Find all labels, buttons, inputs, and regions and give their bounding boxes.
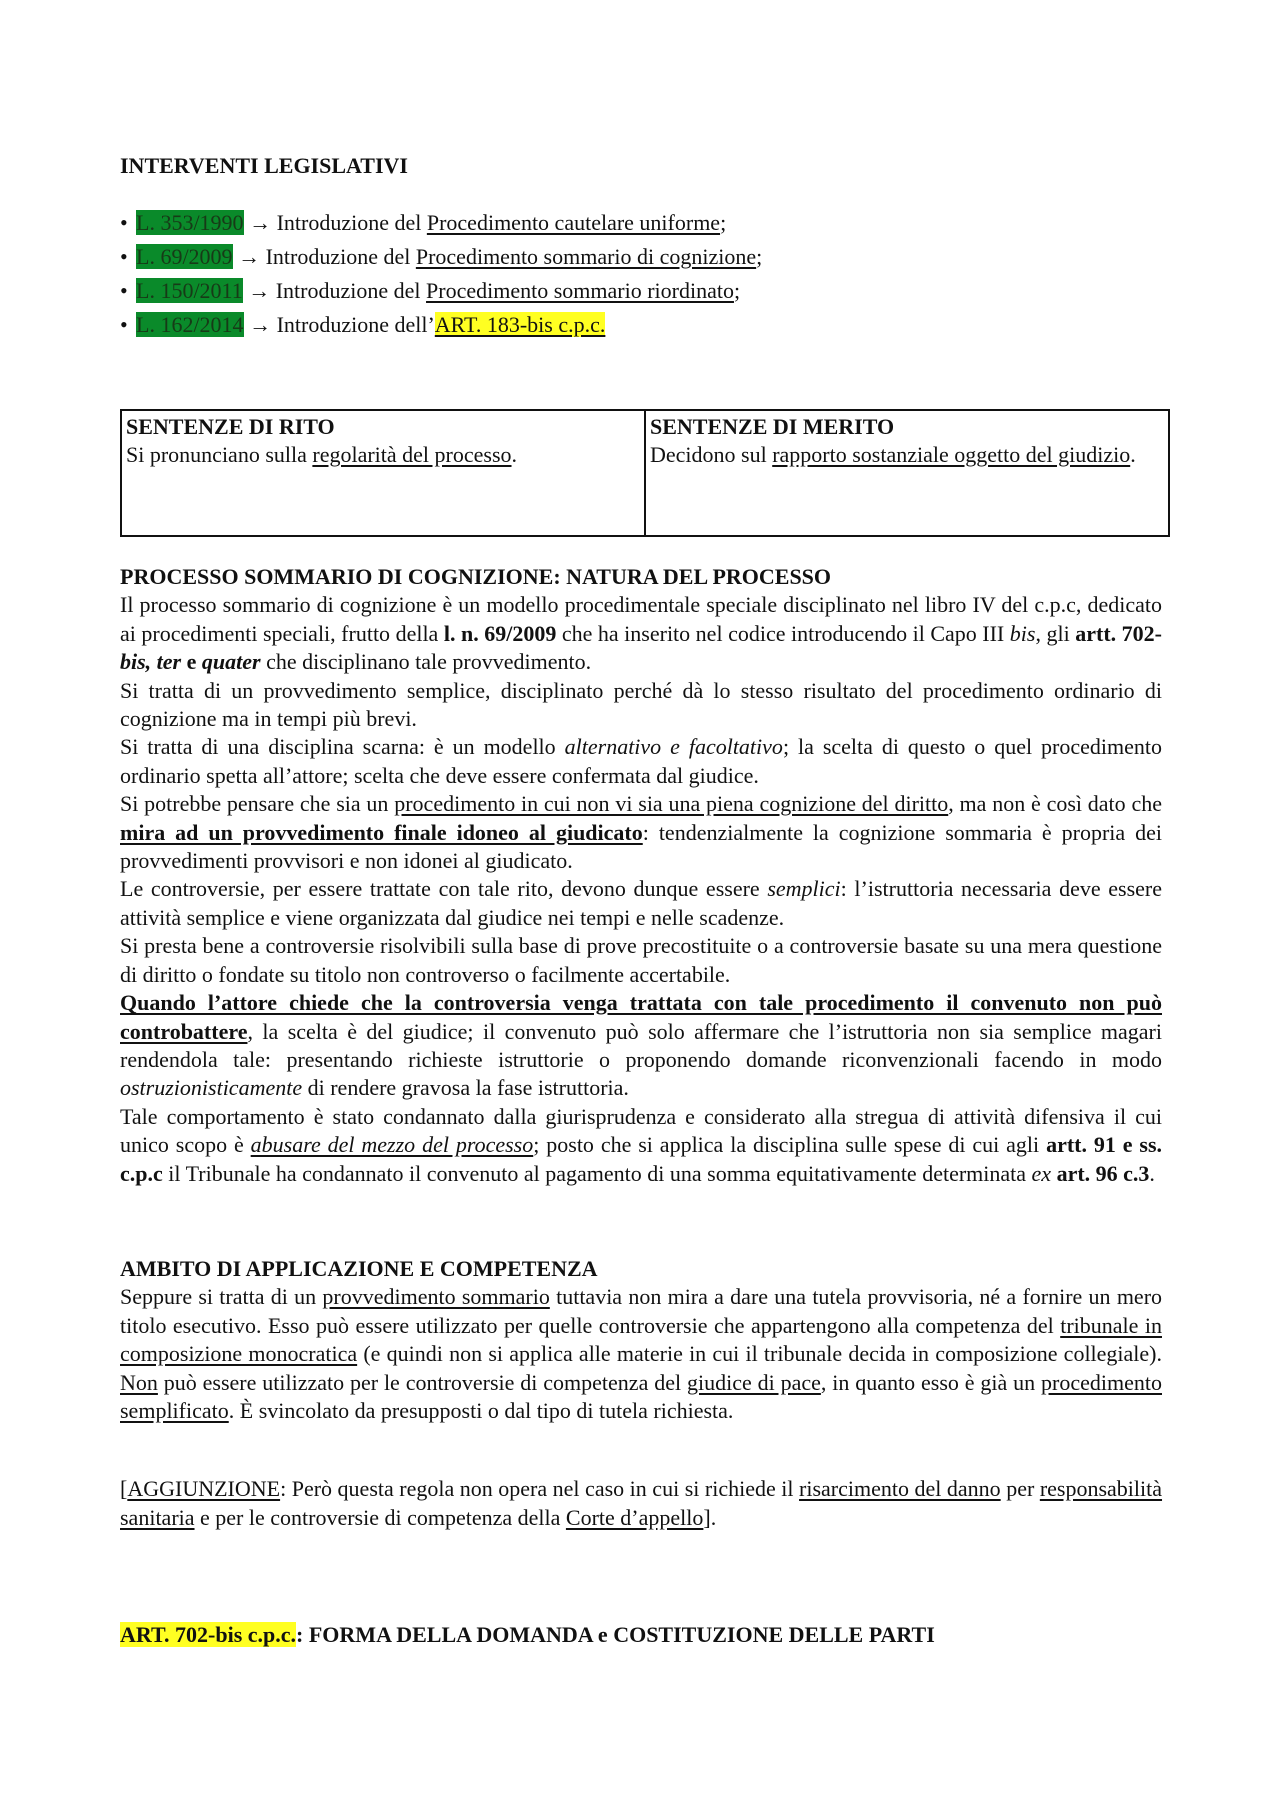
section-ambito (120, 1255, 1162, 1425)
paragraph: Si tratta di un provvedimento semplice, disciplinato perché dà lo stesso risultato del procedimento ordinario di cognizione ma in tempi più brevi. (120, 677, 1162, 732)
law-tail: ; (756, 244, 763, 269)
text-bold-italic: quater (201, 649, 261, 675)
paragraph (120, 733, 1162, 790)
bullet: • (120, 278, 128, 303)
text: Le controversie, per essere trattate con tale rito, devono dunque essere (120, 876, 760, 902)
text: : l’istruttoria necessaria deve essere attività semplice e viene organizzata dal giudice nei tempi e nelle scadenze. (120, 876, 1163, 930)
text: Si pronunciano sulla (126, 442, 307, 467)
text: È svincolato da presupposti o dal tipo di tutela richiesta. (239, 1398, 734, 1424)
arrow: → (238, 244, 261, 269)
text-underlined: procedimento semplificato (120, 1369, 1162, 1424)
paragraph (120, 591, 1162, 676)
text: di rendere gravosa la fase istruttoria. (307, 1075, 629, 1101)
text-underlined: tribunale in composizione monocratica (120, 1312, 1162, 1367)
text-underlined: Corte d’appello (565, 1505, 704, 1530)
text-bold: artt. 702- (1075, 620, 1162, 646)
text-bold: l. n. 69/2009 (443, 620, 557, 646)
text: . (228, 1398, 235, 1424)
text: , gli (1035, 620, 1070, 646)
text: Si potrebbe pensare che sia un (120, 791, 389, 817)
text: ; posto che si applica la disciplina sulle spese di cui agli (533, 1132, 1040, 1158)
law-tail: ; (733, 278, 741, 303)
text-italic: ostruzionisticamente (120, 1075, 303, 1101)
text: ]. (703, 1505, 717, 1530)
text: , la scelta è del giudice; il convenuto può solo affermare che l’istruttoria non sia semplice magari rendendola tale: presentando richieste istruttorie o proponendo domande riconvenzionali facendo in modo (120, 1018, 1162, 1072)
text: può essere utilizzato per le controversie di competenza del (163, 1369, 682, 1395)
article-heading (120, 1621, 935, 1649)
sentenze-rito-cell (121, 410, 645, 536)
law-topic: Procedimento sommario di cognizione (415, 244, 757, 269)
text: ; la scelta di questo o quel procedimento ordinario spetta all’attore; scelta che deve essere confermata dal giudice. (120, 734, 1163, 788)
text-italic: ex (1031, 1160, 1052, 1186)
sentenze-merito-title: SENTENZE DI MERITO (650, 414, 895, 439)
law-list (120, 206, 1170, 342)
text: e per le controversie di competenza della (200, 1505, 561, 1530)
text: che disciplinano tale provvedimento. (266, 649, 592, 675)
sentenze-table (120, 409, 1170, 537)
law-topic: Procedimento cautelare uniforme (426, 210, 721, 235)
text-italic: bis (1009, 620, 1036, 646)
text: per (1006, 1476, 1035, 1501)
text: Il processo sommario di cognizione è un modello procedimentale speciale disciplinato nel libro IV del c.p.c, dedicato ai procedimenti speciali, frutto della (120, 592, 1162, 646)
law-lead: Introduzione dell’ (276, 312, 435, 337)
arrow: → (249, 312, 272, 337)
text: . (511, 442, 518, 467)
paragraph (120, 1474, 1162, 1532)
section-heading: AMBITO DI APPLICAZIONE E COMPETENZA (120, 1256, 598, 1281)
law-ref: L. 69/2009 (136, 244, 233, 269)
text-italic: alternativo e facoltativo (564, 734, 783, 760)
paragraph (120, 989, 1162, 1103)
list-item (120, 240, 1170, 274)
law-ref: L. 150/2011 (136, 278, 243, 303)
paragraph (120, 1103, 1162, 1188)
text: , in quanto esso è già un (820, 1369, 1036, 1395)
section-natura (120, 563, 1162, 1188)
text: : Però questa regola non opera nel caso in cui si richiede il (280, 1476, 794, 1501)
paragraph (120, 1283, 1162, 1425)
sentenze-merito-cell (645, 410, 1169, 536)
bullet: • (120, 244, 128, 269)
text-underlined: rapporto sostanziale oggetto del giudizio (772, 442, 1131, 467)
text-italic: semplici (767, 876, 841, 902)
law-topic: Procedimento sommario riordinato (426, 278, 734, 303)
paragraph (120, 875, 1162, 932)
law-topic: ART. 183-bis c.p.c. (434, 312, 606, 337)
text-underlined: giudice di pace (686, 1369, 821, 1395)
bullet: • (120, 312, 128, 337)
section-aggiunzione (120, 1474, 1162, 1532)
bullet: • (120, 210, 128, 235)
text-underlined: regolarità del processo (312, 442, 512, 467)
sentenze-rito-title: SENTENZE DI RITO (126, 414, 335, 439)
text-bold-underlined: mira ad un provvedimento finale idoneo al giudicato (120, 819, 643, 845)
arrow: → (248, 278, 271, 303)
text-underlined: AGGIUNZIONE (127, 1476, 281, 1501)
text-underlined: responsabilità sanitaria (120, 1476, 1163, 1530)
text: [ (120, 1476, 128, 1501)
text: (e quindi non si applica alle materie in cui il tribunale decida in composizione collegiale). (363, 1341, 1163, 1367)
text-bold-italic: bis, ter (120, 649, 182, 675)
list-item (120, 274, 1170, 308)
text: Si tratta di una disciplina scarna: è un modello (120, 734, 556, 760)
text: tuttavia non mira a dare una tutela provvisoria, né a fornire un mero titolo esecutivo. Esso può essere utilizzato per quelle controversie che appartengono alla competenza del (120, 1284, 1163, 1338)
text-underlined: procedimento in cui non vi sia una piena cognizione del diritto (394, 791, 949, 817)
text-bold: art. 96 c.3 (1056, 1160, 1150, 1186)
list-item (120, 206, 1170, 240)
paragraph: Si presta bene a controversie risolvibili sulla base di prove precostituite o a controversie basate su una mera questione di diritto o fondate su titolo non controverso o facilmente accertabile. (120, 933, 1162, 987)
law-ref: L. 162/2014 (136, 312, 244, 337)
list-item (120, 308, 1170, 342)
law-lead: Introduzione del (275, 278, 421, 303)
text-underlined: risarcimento del danno (799, 1476, 1001, 1501)
text: . (1149, 1160, 1155, 1186)
page-title: INTERVENTI LEGISLATIVI (120, 153, 408, 178)
text-underlined: Non (120, 1369, 158, 1395)
text: Seppure si tratta di un (120, 1284, 317, 1310)
law-tail: ; (720, 210, 727, 235)
paragraph (120, 790, 1162, 875)
law-ref: L. 353/1990 (136, 210, 244, 235)
article-ref: ART. 702-bis c.p.c. (120, 1622, 297, 1647)
text-bold: artt. 91 e ss. c.p.c (120, 1132, 1163, 1186)
text: Decidono sul (650, 442, 767, 467)
text: : tendenzialmente la cognizione sommaria è propria dei provvedimenti provvisori e non idonei al giudicato. (120, 819, 1162, 874)
text-bold-underlined: Quando l’attore chiede che la controversia venga trattata con tale procedimento il convenuto non può controbattere (120, 990, 1162, 1044)
arrow: → (249, 210, 272, 235)
law-lead: Introduzione del (276, 210, 422, 235)
text-bold: e (186, 649, 197, 675)
law-lead: Introduzione del (265, 244, 411, 269)
text: il Tribunale ha condannato il convenuto al pagamento di una somma equitativamente determinata (168, 1160, 1027, 1186)
text: , ma non è così dato che (948, 791, 1162, 817)
section-heading: PROCESSO SOMMARIO DI COGNIZIONE: NATURA DEL PROCESSO (120, 564, 832, 589)
text-underlined: provvedimento sommario (322, 1284, 550, 1310)
text: . (1130, 442, 1136, 467)
article-title: : FORMA DELLA DOMANDA e COSTITUZIONE DELLE PARTI (296, 1622, 935, 1647)
text: che ha inserito nel codice introducendo il Capo III (561, 620, 1005, 646)
text-italic-underlined: abusare del mezzo del processo (250, 1132, 534, 1158)
text: Tale comportamento è stato condannato dalla giurisprudenza e considerato alla stregua di attività difensiva il cui unico scopo è (120, 1103, 1162, 1158)
